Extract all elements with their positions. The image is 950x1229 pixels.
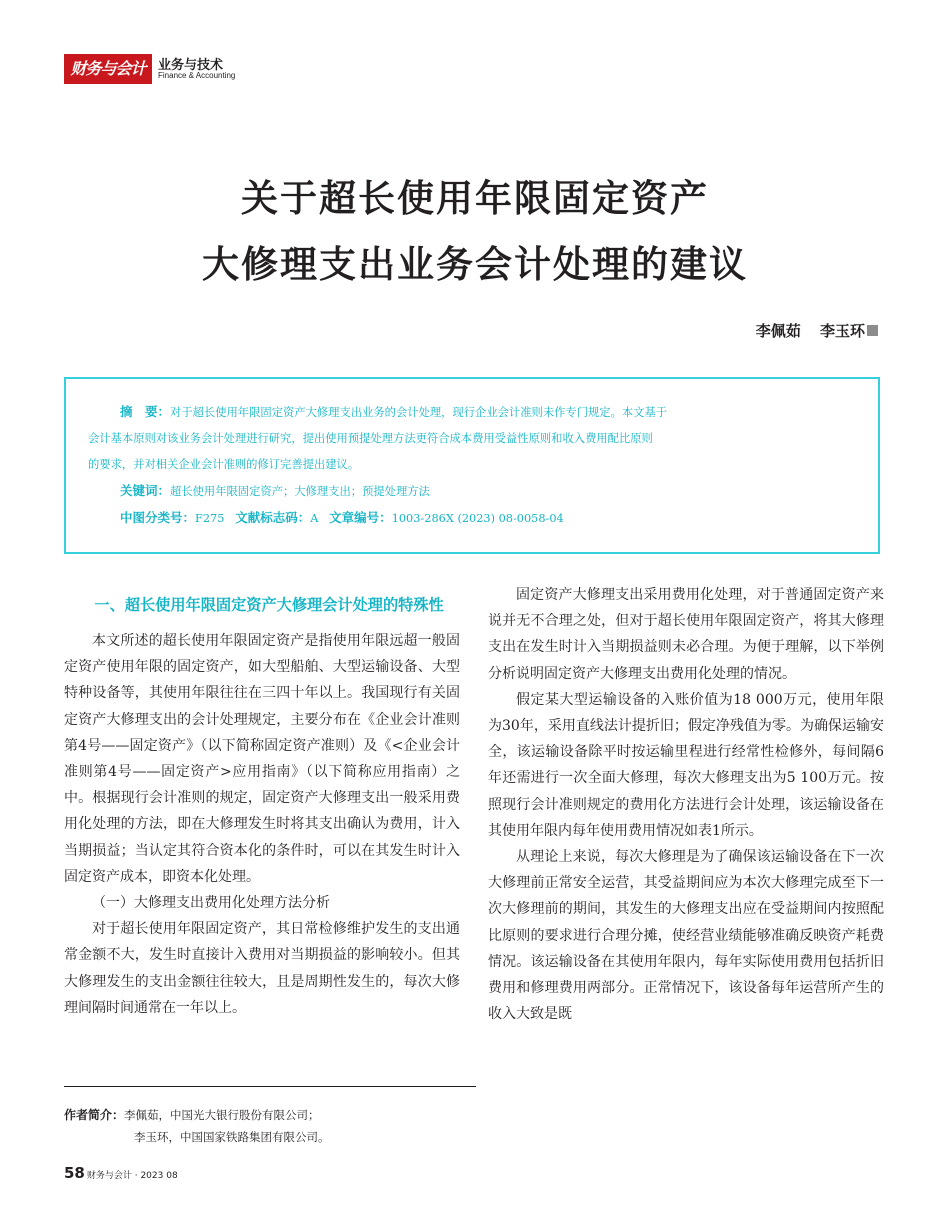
article-title-line2: 大修理支出业务会计处理的建议 [202, 243, 748, 286]
page-footer [64, 1164, 178, 1182]
section-heading: 一、超长使用年限固定资产大修理会计处理的特殊性 [94, 596, 444, 614]
bio-line: 李佩茹，中国光大银行股份有限公司； [124, 1108, 320, 1122]
author-list [742, 320, 878, 341]
journal-issue: 财务与会计 · 2023 08 [86, 1171, 178, 1181]
abstract-line: 的要求，并对相关企业会计准则的修订完善提出建议。 [88, 458, 360, 471]
paragraph: 从理论上来说，每次大修理是为了确保该运输设备在下一次大修理前正常安全运营，其受益期间应为本次大修理完成至下一次大修理前的期间，其发生的大修理支出应在受益期间内按照配比原则的要求进行合理分摊，使经营业绩能够准确反映资产耗费情况。该运输设备在其使用年限内，每年实际使用费用包括折旧费用和修理费用两部分。正常情况下，该设备每年运营所产生的收入大致是既 [488, 849, 884, 1023]
journal-logo: 财务与会计 [64, 54, 152, 84]
author-name: 李玉环 [819, 322, 865, 340]
subsection-heading: （一）大修理支出费用化处理方法分析 [92, 895, 330, 912]
keywords-line [88, 478, 860, 505]
doc-code-label: 文献标志码： [235, 510, 311, 525]
article-no: 1003-286X (2023) 08-0058-04 [391, 512, 564, 525]
section-name: 业务与技术 [158, 58, 224, 73]
clc-label: 中图分类号： [120, 510, 196, 525]
left-column [64, 582, 460, 1021]
paragraph: 假定某大型运输设备的入账价值为18 000万元，使用年限为30年，采用直线法计提折旧；假定净残值为零。为确保运输安全，该运输设备除平时按运输里程进行经常性检修外，每间隔6年还需进行一次全面大修理，每次大修理支出为5 100万元。按照现行会计准则规定的费用化方法进行会计处理，该运输设备在其使用年限内每年使用费用情况如表1所示。 [488, 691, 884, 839]
section-name-en: Finance & Accounting [158, 71, 236, 80]
article-title-line1: 关于超长使用年限固定资产 [241, 177, 709, 220]
keywords-label: 关键词： [120, 483, 171, 498]
article-no-label: 文章编号： [329, 510, 392, 525]
paragraph: 本文所述的超长使用年限固定资产是指使用年限远超一般固定资产使用年限的固定资产，如大型船舶、大型运输设备、大型特种设备等，其使用年限往往在三四十年以上。我国现行有关固定资产大修理支出的会计处理规定，主要分布在《企业会计准则第4号——固定资产》（以下简称固定资产准则）及《<企业会计准则第4号——固定资产>应用指南》（以下简称应用指南）之中。根据现行会计准则的规定，固定资产大修理支出一般采用费用化处理的方法，即在大修理发生时将其支出确认为费用，计入当期损益；当认定其符合资本化的条件时，可以在其发生时计入固定资产成本，即资本化处理。 [64, 633, 460, 885]
abstract-line: 会计基本原则对该业务会计处理进行研究，提出使用预提处理方法更符合成本费用受益性原则和收入费用配比原则 [88, 432, 653, 445]
paragraph: 对于超长使用年限固定资产，其日常检修维护发生的支出通常金额不大，发生时直接计入费用对当期损益的影响较小。但其大修理发生的支出金额往往较大，且是周期性发生的，每次大修理间隔时间通常在一年以上。 [64, 921, 460, 1016]
bio-label: 作者简介： [64, 1108, 125, 1122]
author-bio [64, 1104, 330, 1148]
author-name: 李佩茹 [755, 322, 801, 340]
abstract-line: 摘 要：对于超长使用年限固定资产大修理支出业务的会计处理，现行企业会计准则未作专门规定。本文基于 [120, 404, 668, 419]
page-number: 58 [64, 1164, 85, 1182]
clc-code: F275 [195, 512, 225, 525]
abstract-label: 摘 要： [120, 404, 171, 419]
end-square-icon [867, 325, 878, 336]
right-column [488, 582, 884, 1027]
classification-line [88, 505, 860, 532]
footnote-divider [64, 1086, 476, 1087]
bio-line: 李玉环，中国国家铁路集团有限公司。 [134, 1130, 330, 1144]
abstract-box [64, 377, 880, 554]
keywords: 超长使用年限固定资产；大修理支出；预提处理方法 [170, 485, 430, 498]
doc-code: A [310, 512, 319, 525]
paragraph: 固定资产大修理支出采用费用化处理，对于普通固定资产来说并无不合理之处，但对于超长使用年限固定资产，将其大修理支出在发生时计入当期损益则未必合理。为便于理解，以下举例分析说明固定资产大修理支出费用化处理的情况。 [488, 587, 884, 682]
